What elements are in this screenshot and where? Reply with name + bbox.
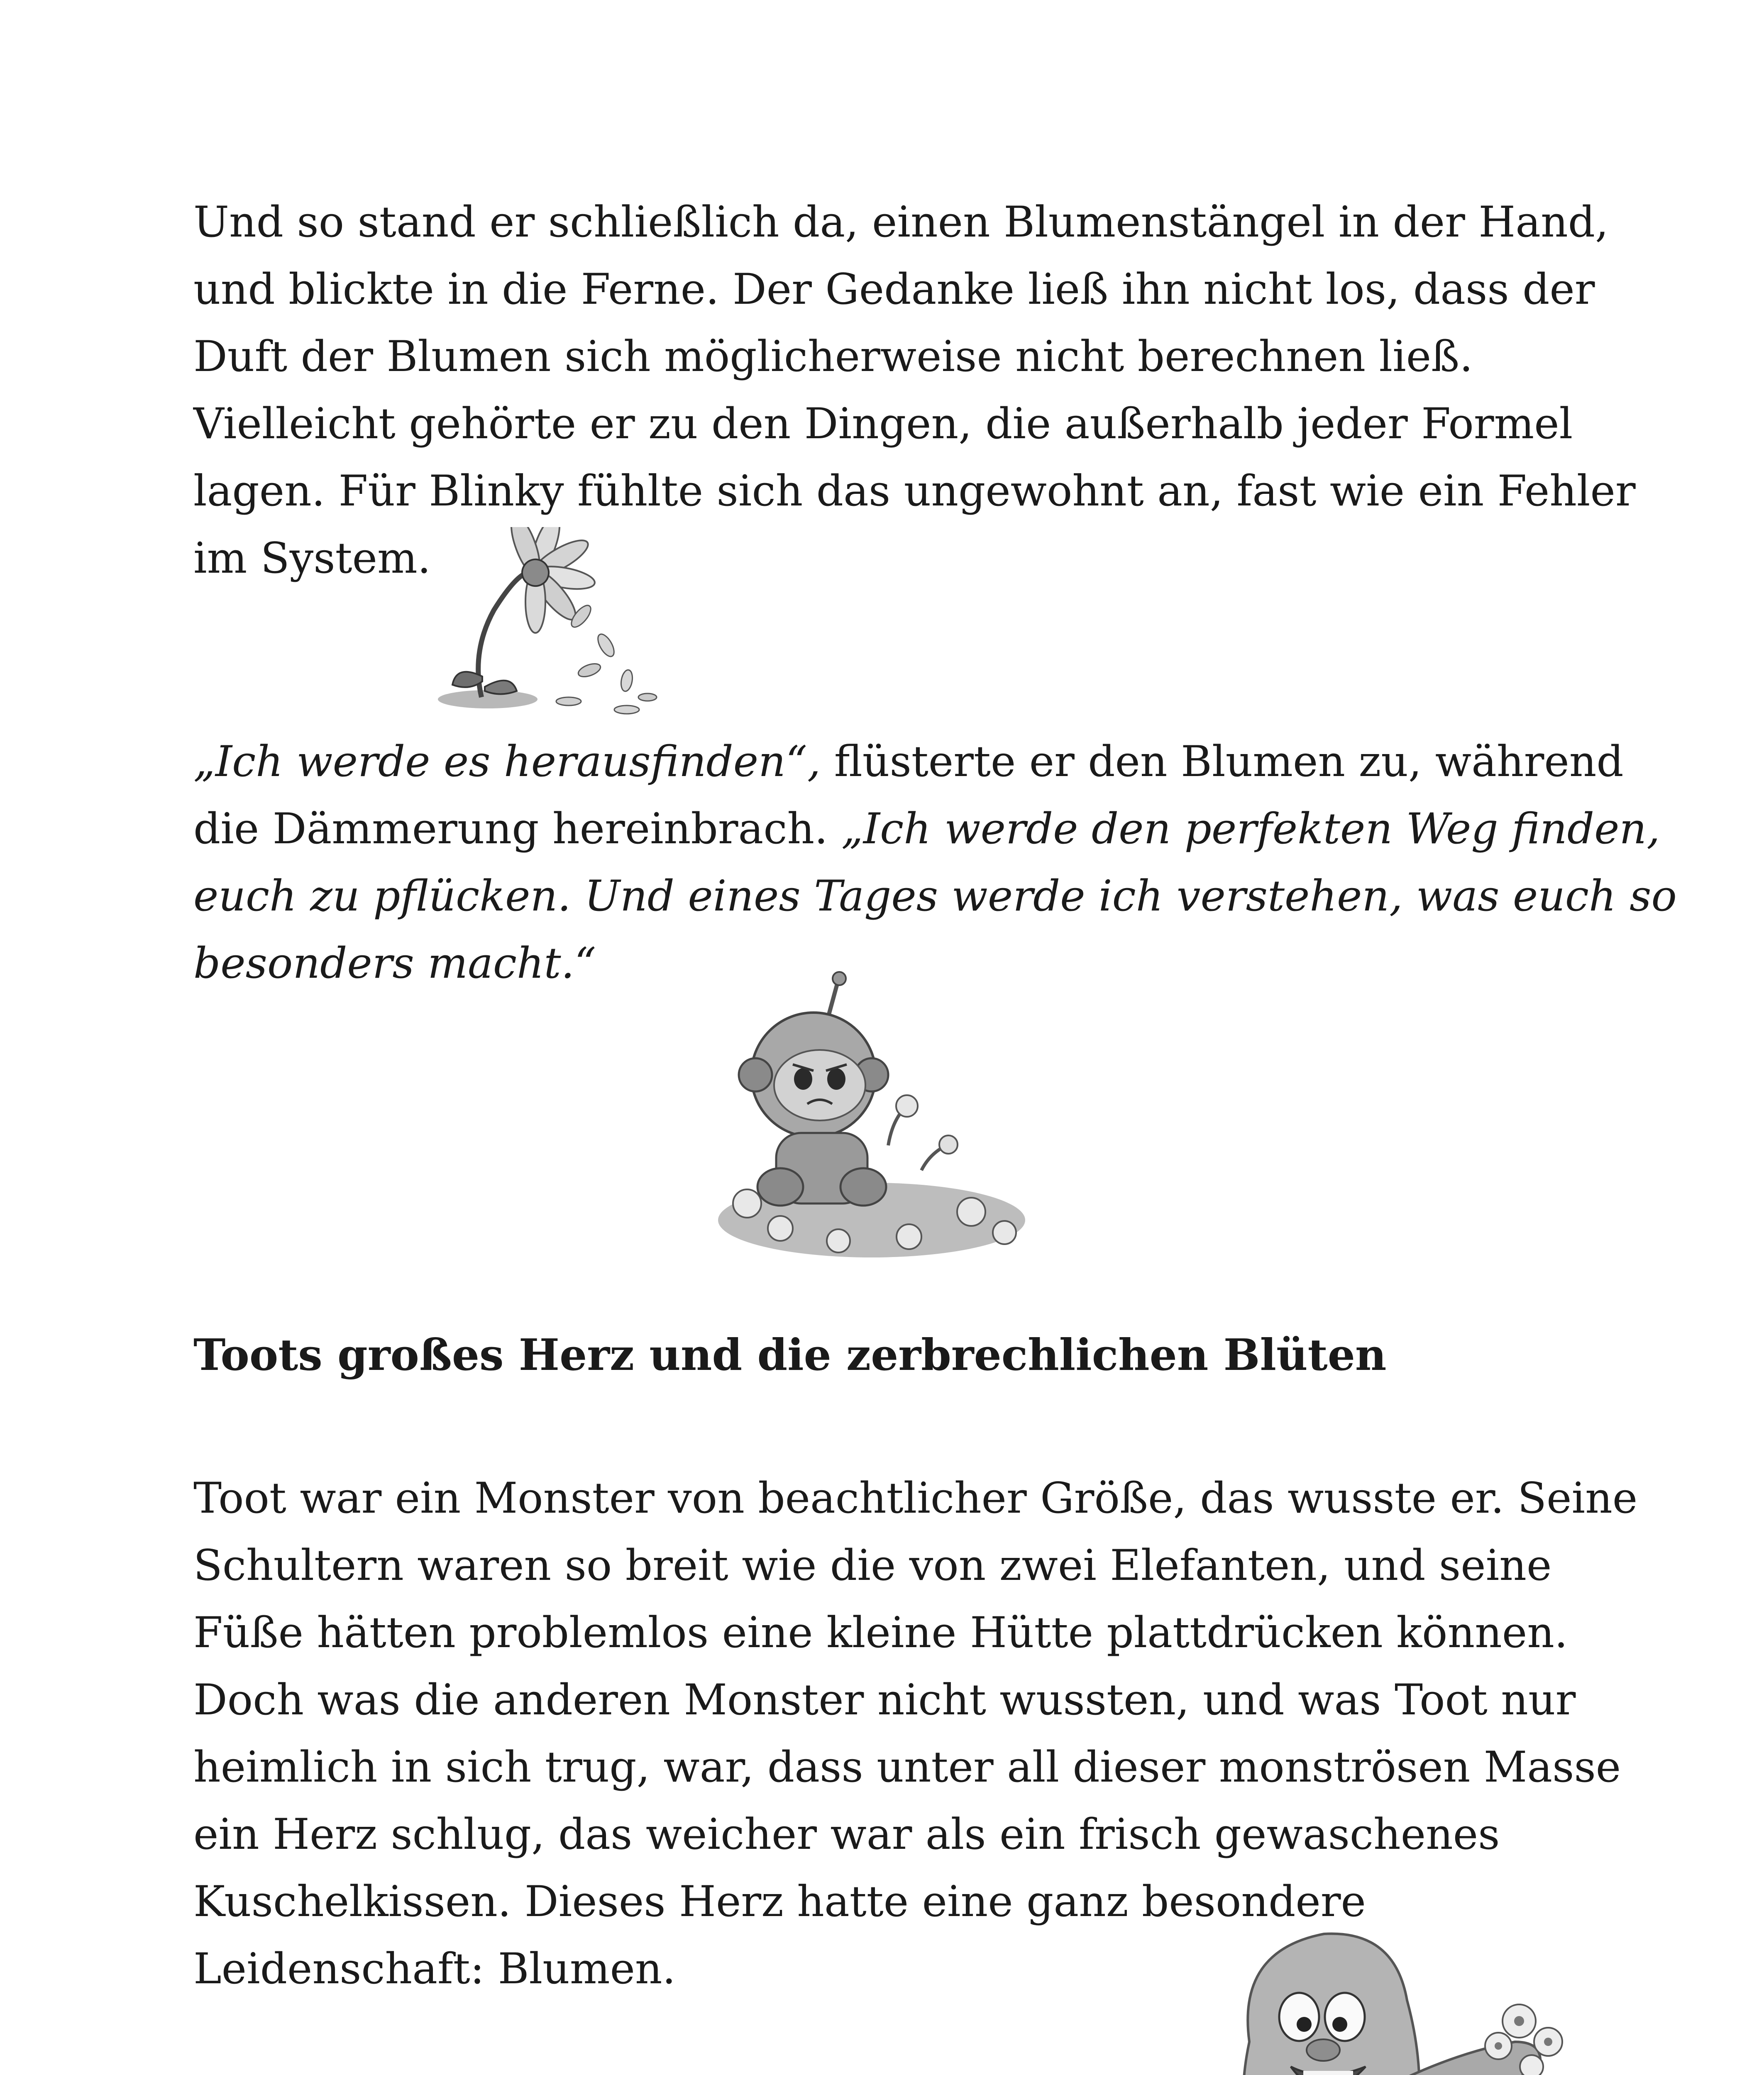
text-line: Schultern waren so breit wie die von zwei Elefanten, und seine xyxy=(193,1541,1552,1590)
text-line: im System. xyxy=(193,534,431,583)
text-line: Doch was die anderen Monster nicht wussten, und was Toot nur xyxy=(193,1675,1576,1725)
paragraph-2 xyxy=(193,728,1677,997)
text-line: und blickte in die Ferne. Der Gedanke ließ ihn nicht los, dass der xyxy=(193,265,1595,314)
quote-text: „Ich werde es herausfinden“, xyxy=(193,737,821,786)
quote-line: euch zu pflücken. Und eines Tages werde ich verstehen, was euch so xyxy=(193,872,1677,921)
quote-line: besonders macht.“ xyxy=(193,939,596,988)
text-line: Leidenschaft: Blumen. xyxy=(193,1944,676,1994)
text-line: Duft der Blumen sich möglicherweise nicht berechnen ließ. xyxy=(193,332,1473,381)
quote-text: „Ich werde den perfekten Weg finden, xyxy=(841,804,1660,854)
sad-robot-icon xyxy=(714,971,1029,1262)
narration-text: die Dämmerung hereinbrach. xyxy=(193,804,841,854)
text-line: ein Herz schlug, das weicher war als ein frisch gewaschenes xyxy=(193,1810,1500,1859)
text-line xyxy=(193,796,1660,863)
text-line: Füße hätten problemlos eine kleine Hütte plattdrücken können. xyxy=(193,1608,1568,1658)
text-line: Toot war ein Monster von beachtlicher Größe, das wusste er. Seine xyxy=(193,1474,1638,1523)
narration-text: flüsterte er den Blumen zu, während xyxy=(821,737,1624,786)
text-line: Vielleicht gehörte er zu den Dingen, die außerhalb jeder Formel xyxy=(193,399,1573,449)
furry-monster-icon xyxy=(1200,1917,1594,2075)
paragraph-1 xyxy=(193,189,1636,592)
text-line: heimlich in sich trug, war, dass unter all dieser monströsen Masse xyxy=(193,1743,1621,1792)
text-line: lagen. Für Blinky fühlte sich das ungewohnt an, fast wie ein Fehler xyxy=(193,466,1636,516)
text-line xyxy=(193,728,1624,796)
section-heading: Toots großes Herz und die zerbrechlichen Blüten xyxy=(193,1329,1387,1380)
text-line: Und so stand er schließlich da, einen Blumenstängel in der Hand, xyxy=(193,198,1609,247)
wilting-flower-icon xyxy=(432,527,664,722)
text-line: Kuschelkissen. Dieses Herz hatte eine ganz besondere xyxy=(193,1877,1366,1926)
